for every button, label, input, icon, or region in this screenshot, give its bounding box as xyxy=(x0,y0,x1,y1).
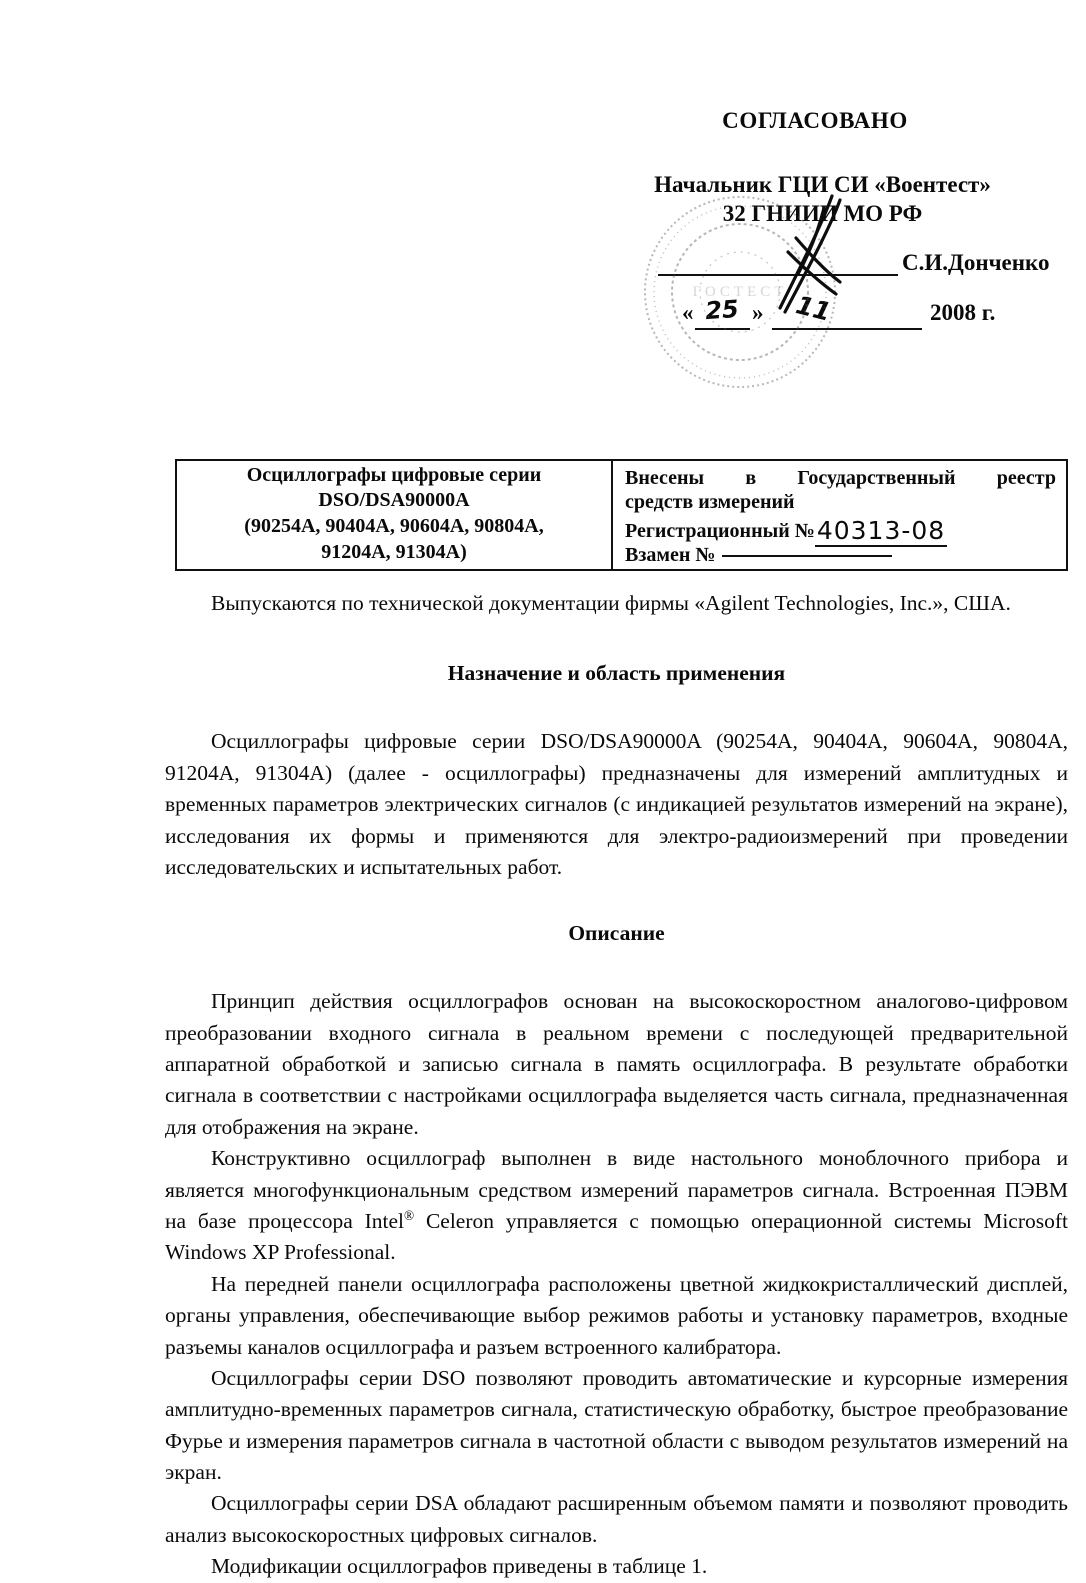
description-paragraph-2 xyxy=(165,1143,1068,1269)
replacement-number-label: Взамен № xyxy=(625,543,716,566)
replacement-number-blank xyxy=(722,555,892,557)
registry-word-gosudarstvenny: Государственный xyxy=(797,467,956,489)
spacer xyxy=(165,686,1068,726)
date-quote-open: « xyxy=(682,300,694,325)
spacer xyxy=(165,883,1068,921)
approval-title: СОГЛАСОВАНО xyxy=(722,108,908,133)
spacer xyxy=(165,619,1068,661)
description-paragraph-1: Принцип действия осциллографов основан на высокоскоростном аналогово-цифровом преобразовании входного сигнала в реальном времени с последующей предварительной аппаратной обработкой и записью сигнала в память осциллографа. В результате обработки сигнала в соответствии с настройками осциллографа выделяется часть сигнала, предназначенная для отображения на экране. xyxy=(165,989,1068,1139)
heading-purpose: Назначение и область применения xyxy=(447,661,786,686)
replacement-number-line xyxy=(625,544,1056,568)
device-name-line-2: DSO/DSA90000A xyxy=(318,489,470,512)
date-quote-close: » xyxy=(752,300,764,325)
approver-position-line2: 32 ГНИИИ МО РФ xyxy=(722,201,923,226)
signature-row xyxy=(600,248,1070,282)
date-month-rule xyxy=(772,328,922,330)
document-body xyxy=(165,588,1068,1583)
description-paragraph-4: Осциллографы серии DSO позволяют проводить автоматические и курсорные измерения амплитудно-временных параметров сигнала, статистическую обработку, быстрое преобразование Фурье и измерения параметров сигнала в частотной области с выводом результатов измерений на экран. xyxy=(165,1365,1068,1485)
registry-word-vneseny: Внесены xyxy=(625,467,705,489)
device-name-line-1: Осциллографы цифровые серии xyxy=(246,463,542,486)
registration-number-label: Регистрационный № xyxy=(625,520,815,543)
registry-table-right-cell xyxy=(613,461,1066,569)
registry-entered-line xyxy=(625,467,1056,491)
signer-name: С.И.Донченко xyxy=(902,250,1050,275)
registry-measurement-means: средств измерений xyxy=(625,490,795,513)
signature-rule xyxy=(658,274,898,276)
handwritten-day: 25 xyxy=(704,294,740,326)
spacer xyxy=(165,946,1068,986)
description-paragraph-5: Осциллографы серии DSA обладают расширенным объемом памяти и позволяют проводить анализ высокоскоростных цифровых сигналов. xyxy=(165,1491,1068,1547)
intro-paragraph: Выпускаются по технической документации фирмы «Agilent Technologies, Inc.», США. xyxy=(211,591,1011,615)
registry-word-reestr: реестр xyxy=(996,467,1056,489)
desc2-post: Celeron управляется с помощью операционной системы Microsoft Windows XP Professional. xyxy=(165,1209,1069,1265)
date-day-rule xyxy=(695,328,750,330)
registration-number-value: 40313-08 xyxy=(816,516,946,546)
handwritten-month: 11 xyxy=(793,290,834,327)
purpose-paragraph: Осциллографы цифровые серии DSO/DSA90000A (90254A, 90404A, 90604A, 90804A, 91204A, 91304A) (далее - осциллографы) предназначены для измерений амплитудных и временных параметров электрических сигналов (с индикацией результатов измерений на экране), исследования их формы и применяются для электро-радиоизмерений при проведении исследовательских и испытательных работ. xyxy=(165,729,1068,879)
description-paragraph-6: Модификации осциллографов приведены в таблице 1. xyxy=(211,1554,708,1579)
device-name-line-3: (90254A, 90404A, 90604A, 90804A, xyxy=(244,515,544,537)
registry-table-left-cell xyxy=(177,461,613,569)
registry-table xyxy=(175,459,1068,571)
desc2-pre: Конструктивно осциллограф выполнен в виде настольного моноблочного прибора и является многофункциональным средством измерений параметров сигнала. Встроенная ПЭВМ на базе процессора Intel xyxy=(165,1146,1068,1234)
device-name-line-4: 91204A, 91304A) xyxy=(321,540,467,563)
registry-word-v: в xyxy=(745,467,757,489)
description-paragraph-3: На передней панели осциллографа расположены цветной жидкокристаллический дисплей, органы управления, обеспечивающие выбор режимов работы и установку параметров, входные разъемы каналов осциллографа и разъем встроенного калибратора. xyxy=(165,1271,1068,1359)
heading-description: Описание xyxy=(568,921,665,946)
date-year: 2008 г. xyxy=(930,300,996,325)
registration-number-line xyxy=(625,514,1056,544)
seal-text: ГОСТЕСТ xyxy=(692,284,788,300)
registered-trademark-icon: ® xyxy=(404,1207,415,1223)
approver-position-line1: Начальник ГЦИ СИ «Воентест» xyxy=(654,172,991,197)
